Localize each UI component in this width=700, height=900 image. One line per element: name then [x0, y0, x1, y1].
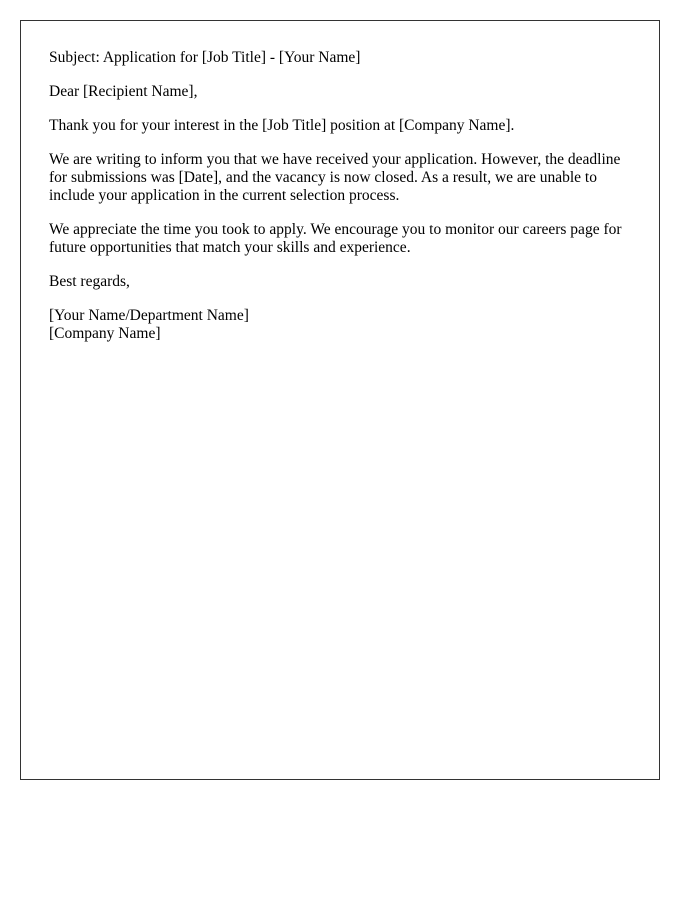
letter-content — [49, 49, 631, 359]
letter-frame — [20, 20, 660, 780]
letter-paragraph-encouragement: We appreciate the time you took to apply. We encourage you to monitor our careers page for future opportunities that match your skills and experience. — [49, 221, 622, 256]
letter-signature — [49, 307, 631, 343]
letter-salutation: Dear [Recipient Name], — [49, 83, 198, 100]
signature-name: [Your Name/Department Name] — [49, 307, 249, 324]
letter-closing: Best regards, — [49, 273, 130, 290]
signature-company: [Company Name] — [49, 325, 161, 342]
letter-paragraph-intro: Thank you for your interest in the [Job Title] position at [Company Name]. — [49, 117, 515, 134]
letter-subject: Subject: Application for [Job Title] - [Your Name] — [49, 49, 361, 66]
letter-paragraph-status: We are writing to inform you that we have received your application. However, the deadline for submissions was [Date], and the vacancy is now closed. As a result, we are unable to include your application in the current selection process. — [49, 151, 621, 204]
